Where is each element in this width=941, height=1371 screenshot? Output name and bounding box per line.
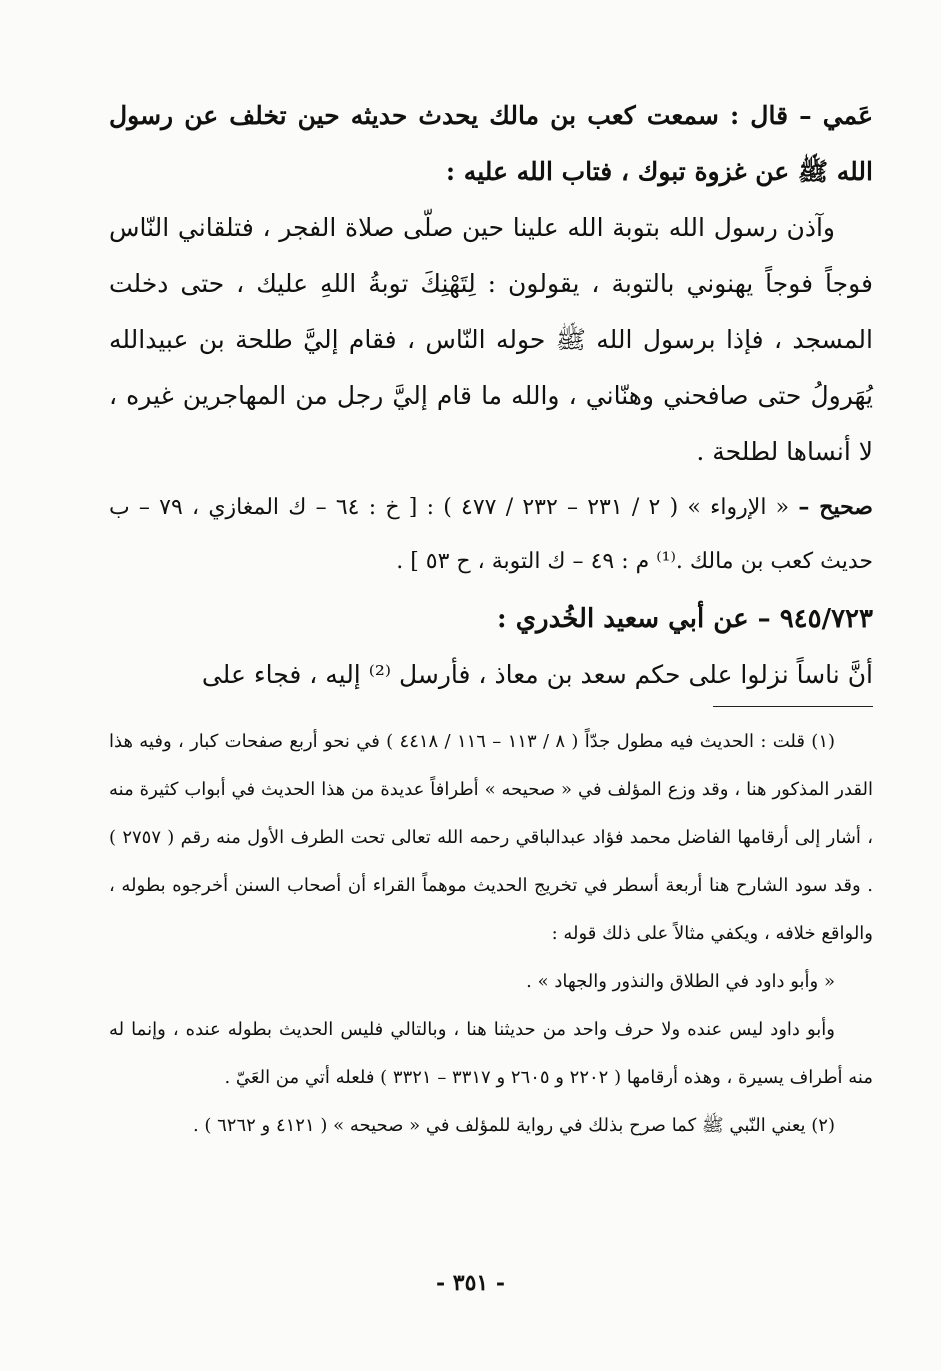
footnote-1: (١) قلت : الحديث فيه مطول جدّاً ( ٨ / ١١٣ – ١١٦ / ٤٤١٨ ) في نحو أربع صفحات كبار ، وفيه هذا القدر المذكور هنا ، وقد وزع المؤلف في « صحيحه » أطرافاً عديدة من هذا الحديث في أبواب كثيرة منه ، أشار إلى أرقامها الفاضل محمد فؤاد عبدالباقي رحمه الله تعالى تحت الطرف الأول منه رقم ( ٢٧٥٧ ) . وقد سود الشارح هنا أربعة أسطر في تخريج الحديث موهماً القراء أن أصحاب السنن أخرجوه بطوله ، والواقع خلافه ، ويكفي مثالاً على ذلك قوله : bbox=[109, 731, 874, 944]
footnote-separator bbox=[713, 706, 873, 707]
grade-label: صحيح – bbox=[798, 494, 873, 520]
hadith-body: أنَّ ناساً نزلوا على حكم سعد بن معاذ ، فأرسل ⁽²⁾ إليه ، فجاء على bbox=[201, 660, 873, 689]
footnotes bbox=[109, 718, 873, 1150]
main-text bbox=[109, 88, 873, 701]
paragraph-2: وآذن رسول الله بتوبة الله علينا حين صلّى صلاة الفجر ، فتلقاني النّاس فوجاً فوجاً يهنوني بالتوبة ، يقولون : لِتَهْنِكَ توبةُ اللهِ عليك ، حتى دخلت المسجد ، فإذا برسول الله ﷺ حوله النّاس ، فقام إليَّ طلحة بن عبيدالله يُهَرولُ حتى صافحني وهنّاني ، والله ما قام إليَّ رجل من المهاجرين غيره ، لا أنساها لطلحة . bbox=[109, 213, 873, 466]
hadith-number: ٩٤٥/٧٢٣ bbox=[779, 604, 873, 634]
source-reference bbox=[109, 480, 873, 589]
hadith-heading bbox=[109, 589, 873, 649]
footnote-quote: « وأبو داود في الطلاق والنذور والجهاد » . bbox=[526, 971, 835, 992]
source-text: « الإرواء » ( ٢ / ٢٣١ – ٢٣٢ / ٤٧٧ ) : [ خ : ٦٤ – ك المغازي ، ٧٩ – ب حديث كعب بن مالك .⁽¹⁾ م : ٤٩ – ك التوبة ، ح ٥٣ ] . bbox=[109, 495, 873, 574]
page-number: - ٣٥١ - bbox=[435, 1270, 506, 1296]
footnote-1-continued: وأبو داود ليس عنده ولا حرف واحد من حديثنا هنا ، وبالتالي فليس الحديث بطوله عنده ، وإنما له منه أطراف يسيرة ، وهذه أرقامها ( ٢٢٠٢ و ٢٦٠٥ و ٣٣١٧ – ٣٣٢١ ) فلعله أتي من العَيّ . bbox=[109, 1019, 873, 1088]
hadith-intro: – عن أبي سعيد الخُدري : bbox=[497, 604, 780, 634]
footnote-2: (٢) يعني النّبي ﷺ كما صرح بذلك في رواية للمؤلف في « صحيحه » ( ٤١٢١ و ٦٢٦٢ ) . bbox=[192, 1115, 835, 1136]
paragraph-1: عَمي – قال : سمعت كعب بن مالك يحدث حديثه حين تخلف عن رسول الله ﷺ عن غزوة تبوك ، فتاب الله عليه : bbox=[109, 101, 873, 186]
